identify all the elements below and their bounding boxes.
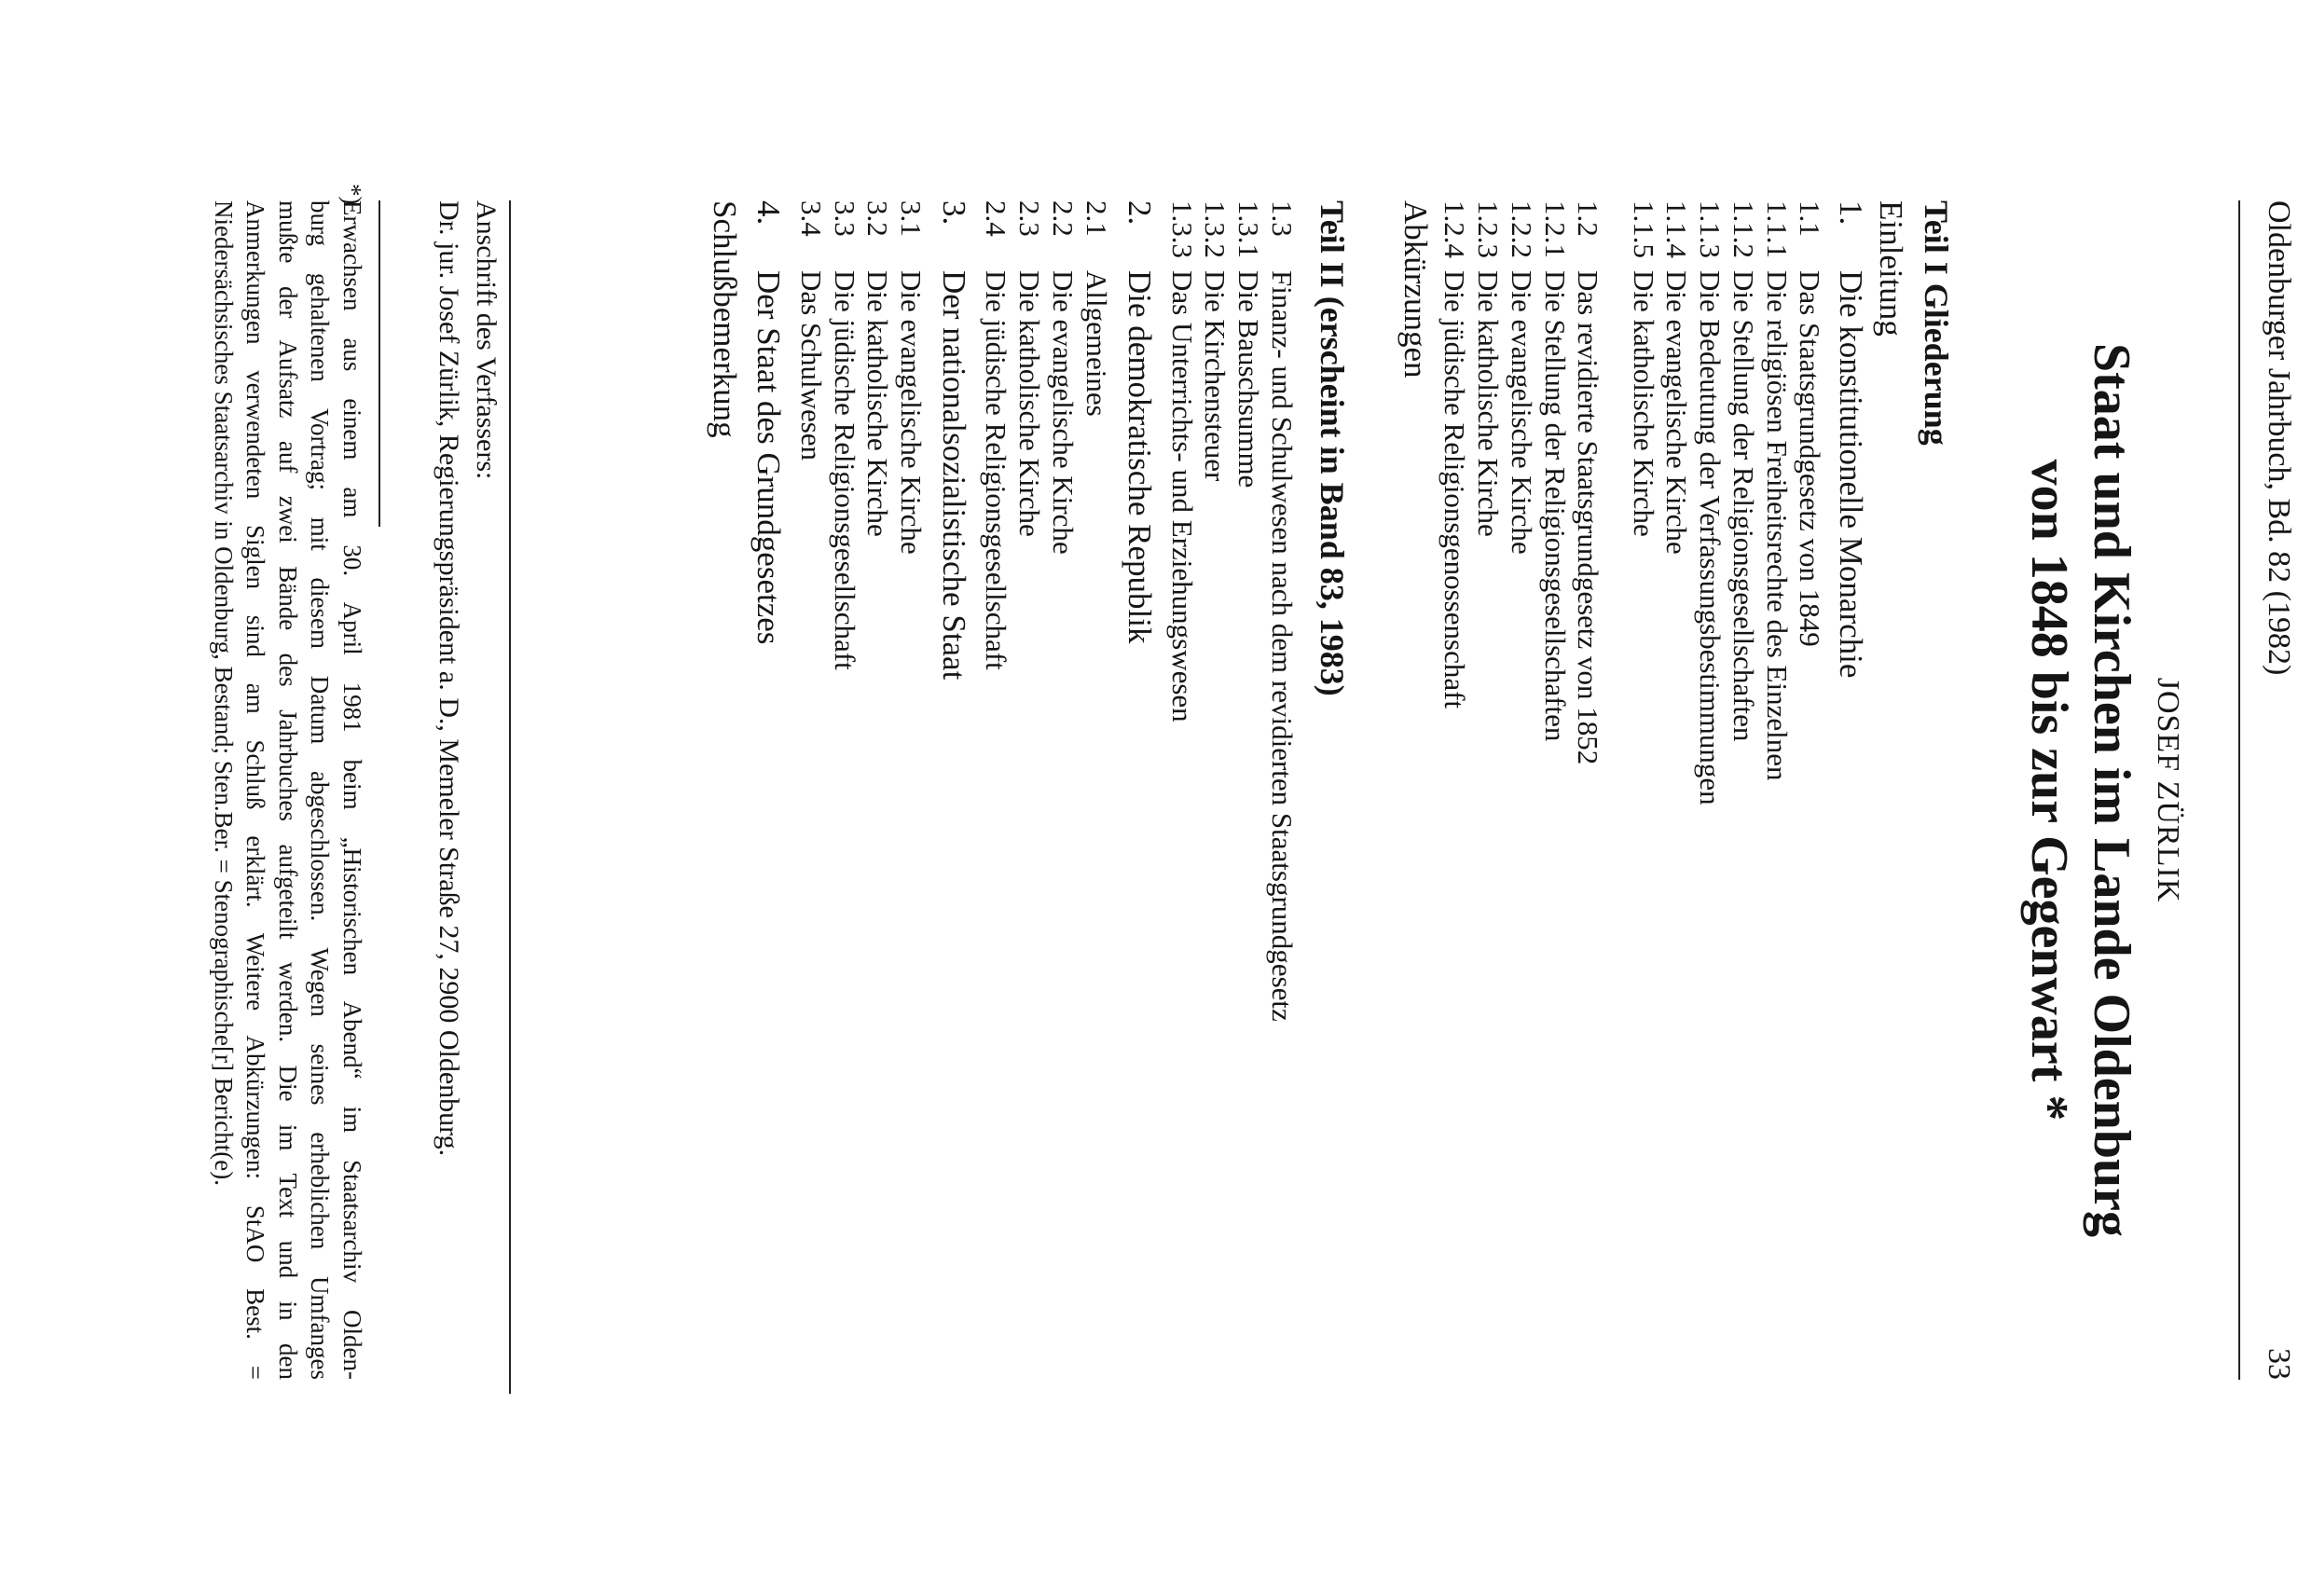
toc-number: 1.1.5 — [1628, 200, 1660, 258]
header-rule — [2238, 200, 2240, 1380]
toc-number: 1.1.2 — [1727, 200, 1760, 258]
toc-label: Das revidierte Staatsgrundgesetz von 1852 — [1572, 270, 1604, 765]
toc-entry — [977, 200, 1014, 1319]
toc-label: Die Stellung der Religionsgesellschaften — [1727, 270, 1760, 742]
toc-number: 3.2 — [861, 200, 894, 237]
toc-label: Die katholische Kirche — [1013, 270, 1046, 537]
footnote — [208, 184, 369, 1380]
toc-entry — [1011, 200, 1048, 1319]
title-line-1: Staat und Kirchen im Lande Oldenburg — [2083, 343, 2140, 1237]
toc-label: Die evangelische Kirche — [1660, 270, 1693, 555]
toc-number: 1.1.3 — [1694, 200, 1727, 258]
toc-label: Die katholische Kirche — [1628, 270, 1660, 537]
toc-number: 1.2.2 — [1506, 200, 1538, 258]
toc-entry — [1263, 200, 1300, 1366]
toc-entry — [1569, 200, 1606, 1319]
footnote-line: Niedersächsisches Staatsarchiv in Oldenburg, Bestand; Sten.Ber. = Stenographische[r] Bericht(e). — [210, 200, 238, 1186]
footnote-line: Anmerkungen verwendeten Siglen sind am Schluß erklärt. Weitere Abkürzungen: StAO Best. = — [241, 200, 270, 1380]
toc-entry — [1436, 200, 1473, 1319]
toc-label: Die evangelische Kirche — [1047, 270, 1080, 555]
toc-entry-sec3 — [935, 200, 972, 1319]
toc-label: Die religiösen Freiheitsrechte des Einzelnen — [1761, 270, 1794, 781]
journal-reference: Oldenburger Jahrbuch, Bd. 82 (1982) — [2262, 200, 2296, 676]
toc-label: Die evangelische Kirche — [895, 270, 928, 555]
toc-number: 2.2 — [1047, 200, 1080, 237]
toc-number: 1.1.1 — [1761, 200, 1794, 258]
toc-number: 3.3 — [829, 200, 861, 237]
toc-number: 1.1 — [1794, 200, 1826, 237]
toc-label: Das Staatsgrundgesetz von 1849 — [1794, 270, 1826, 647]
toc-entry-sec1 — [1832, 200, 1869, 1319]
page-number: 33 — [2262, 1348, 2296, 1380]
part2-heading: Teil II (erscheint in Band 83, 1983) — [1314, 200, 1351, 696]
toc-entry — [1163, 200, 1201, 1319]
toc-label: Der nationalsozialistische Staat — [936, 270, 972, 681]
toc-number: 2.1 — [1080, 200, 1113, 237]
toc-entry — [859, 200, 896, 1319]
footnote-line: burg gehaltenen Vortrag; mit diesem Datum abgeschlossen. Wegen seines erheblichen Umfanges — [306, 200, 335, 1380]
toc-number: 1.2.3 — [1472, 200, 1505, 258]
toc-number: 1.3.3 — [1166, 200, 1199, 258]
toc-number: 4. — [750, 200, 787, 226]
toc-number: 1.3 — [1266, 200, 1299, 237]
toc-label: Die Bedeutung der Verfassungsbestimmungen — [1694, 270, 1727, 805]
toc-entry — [1658, 200, 1695, 1319]
address-label: Anschrift des Verfassers: — [471, 200, 502, 480]
toc-number: 1.3.1 — [1232, 200, 1265, 258]
toc-entry — [826, 200, 863, 1319]
toc-entry — [1230, 200, 1267, 1319]
toc-number: 1. — [1833, 200, 1869, 226]
toc-entry — [1691, 200, 1728, 1319]
toc-entry — [1758, 200, 1796, 1319]
toc-number: 1.1.4 — [1660, 200, 1693, 258]
footnote-rule — [378, 200, 380, 527]
toc-number: 2. — [1122, 200, 1158, 226]
part1-heading: Teil I Gliederung — [1918, 200, 1955, 446]
toc-entry — [1196, 200, 1233, 1319]
toc-number: 1.2.1 — [1539, 200, 1572, 258]
toc-entry — [1791, 200, 1828, 1319]
toc-label: Die Kirchensteuer — [1199, 270, 1232, 482]
toc-label: Allgemeines — [1080, 270, 1113, 417]
toc-number: 3. — [936, 200, 972, 226]
toc-label: Die jüdische Religionsgesellschaft — [980, 270, 1012, 670]
toc-label: Die katholische Kirche — [1472, 270, 1505, 537]
footnote-mark: *) — [338, 184, 366, 205]
toc-label: Die Bauschsumme — [1232, 270, 1265, 488]
footnote-text: Erwachsen aus einem am 30. April 1981 beim „Historischen Abend“ im Staatsarchiv Olden- — [338, 200, 366, 1380]
toc-entry — [1469, 200, 1507, 1319]
schlussbemerkung: Schlußbemerkung — [707, 200, 743, 438]
toc-label: Die evangelische Kirche — [1506, 270, 1538, 555]
toc-number: 3.1 — [895, 200, 928, 237]
toc-number: 2.4 — [980, 200, 1012, 237]
toc-entry-sec2 — [1121, 200, 1158, 1319]
toc-entry — [792, 200, 830, 1319]
toc-entry — [1536, 200, 1574, 1319]
footnote-line: mußte der Aufsatz auf zwei Bände des Jahrbuches aufgeteilt werden. Die im Text und in den — [274, 200, 302, 1380]
toc-label: Das Unterrichts- und Erziehungswesen — [1166, 270, 1199, 722]
toc-label: Die demokratische Republik — [1122, 270, 1158, 644]
toc-entry — [1044, 200, 1081, 1319]
toc-label: Die konstitutionelle Monarchie — [1833, 270, 1869, 679]
toc-entry-sec4 — [750, 200, 787, 1319]
running-head — [2256, 200, 2301, 1380]
toc-label: Die jüdische Religionsgenossenschaft — [1438, 270, 1471, 709]
toc-number: 2.3 — [1013, 200, 1046, 237]
toc-number: 1.2.4 — [1438, 200, 1471, 258]
footnote-line — [337, 184, 369, 1380]
toc-entry — [1078, 200, 1115, 1319]
toc-entry — [1625, 200, 1662, 1319]
toc-number: 1.3.2 — [1199, 200, 1232, 258]
abkuerzungen: Abkürzungen — [1397, 200, 1434, 378]
einleitung: Einleitung — [1873, 200, 1909, 337]
toc-label: Finanz- und Schulwesen nach dem revidierten Staatsgrundgesetz — [1266, 270, 1299, 1022]
toc-label: Die katholische Kirche — [861, 270, 894, 537]
toc-entry — [892, 200, 929, 1319]
address-text: Dr. jur. Josef Zürlik, Regierungspräsident a. D., Memeler Straße 27, 2900 Oldenburg. — [434, 200, 464, 1157]
article-title — [2017, 200, 2142, 1380]
address-rule — [509, 200, 511, 1394]
toc-number: 1.2 — [1572, 200, 1604, 237]
toc-label: Die jüdische Religionsgesellschaft — [829, 270, 861, 670]
author-name: JOSEF ZÜRLIK — [2151, 677, 2185, 903]
toc-label: Die Stellung der Religionsgesellschaften — [1539, 270, 1572, 742]
toc-entry — [1725, 200, 1762, 1319]
toc-label: Der Staat des Grundgesetzes — [750, 270, 787, 645]
toc-entry — [1503, 200, 1540, 1319]
title-line-2: von 1848 bis zur Gegenwart * — [2020, 459, 2078, 1121]
toc-number: 3.4 — [795, 200, 828, 237]
toc-label: Das Schulwesen — [795, 270, 828, 461]
